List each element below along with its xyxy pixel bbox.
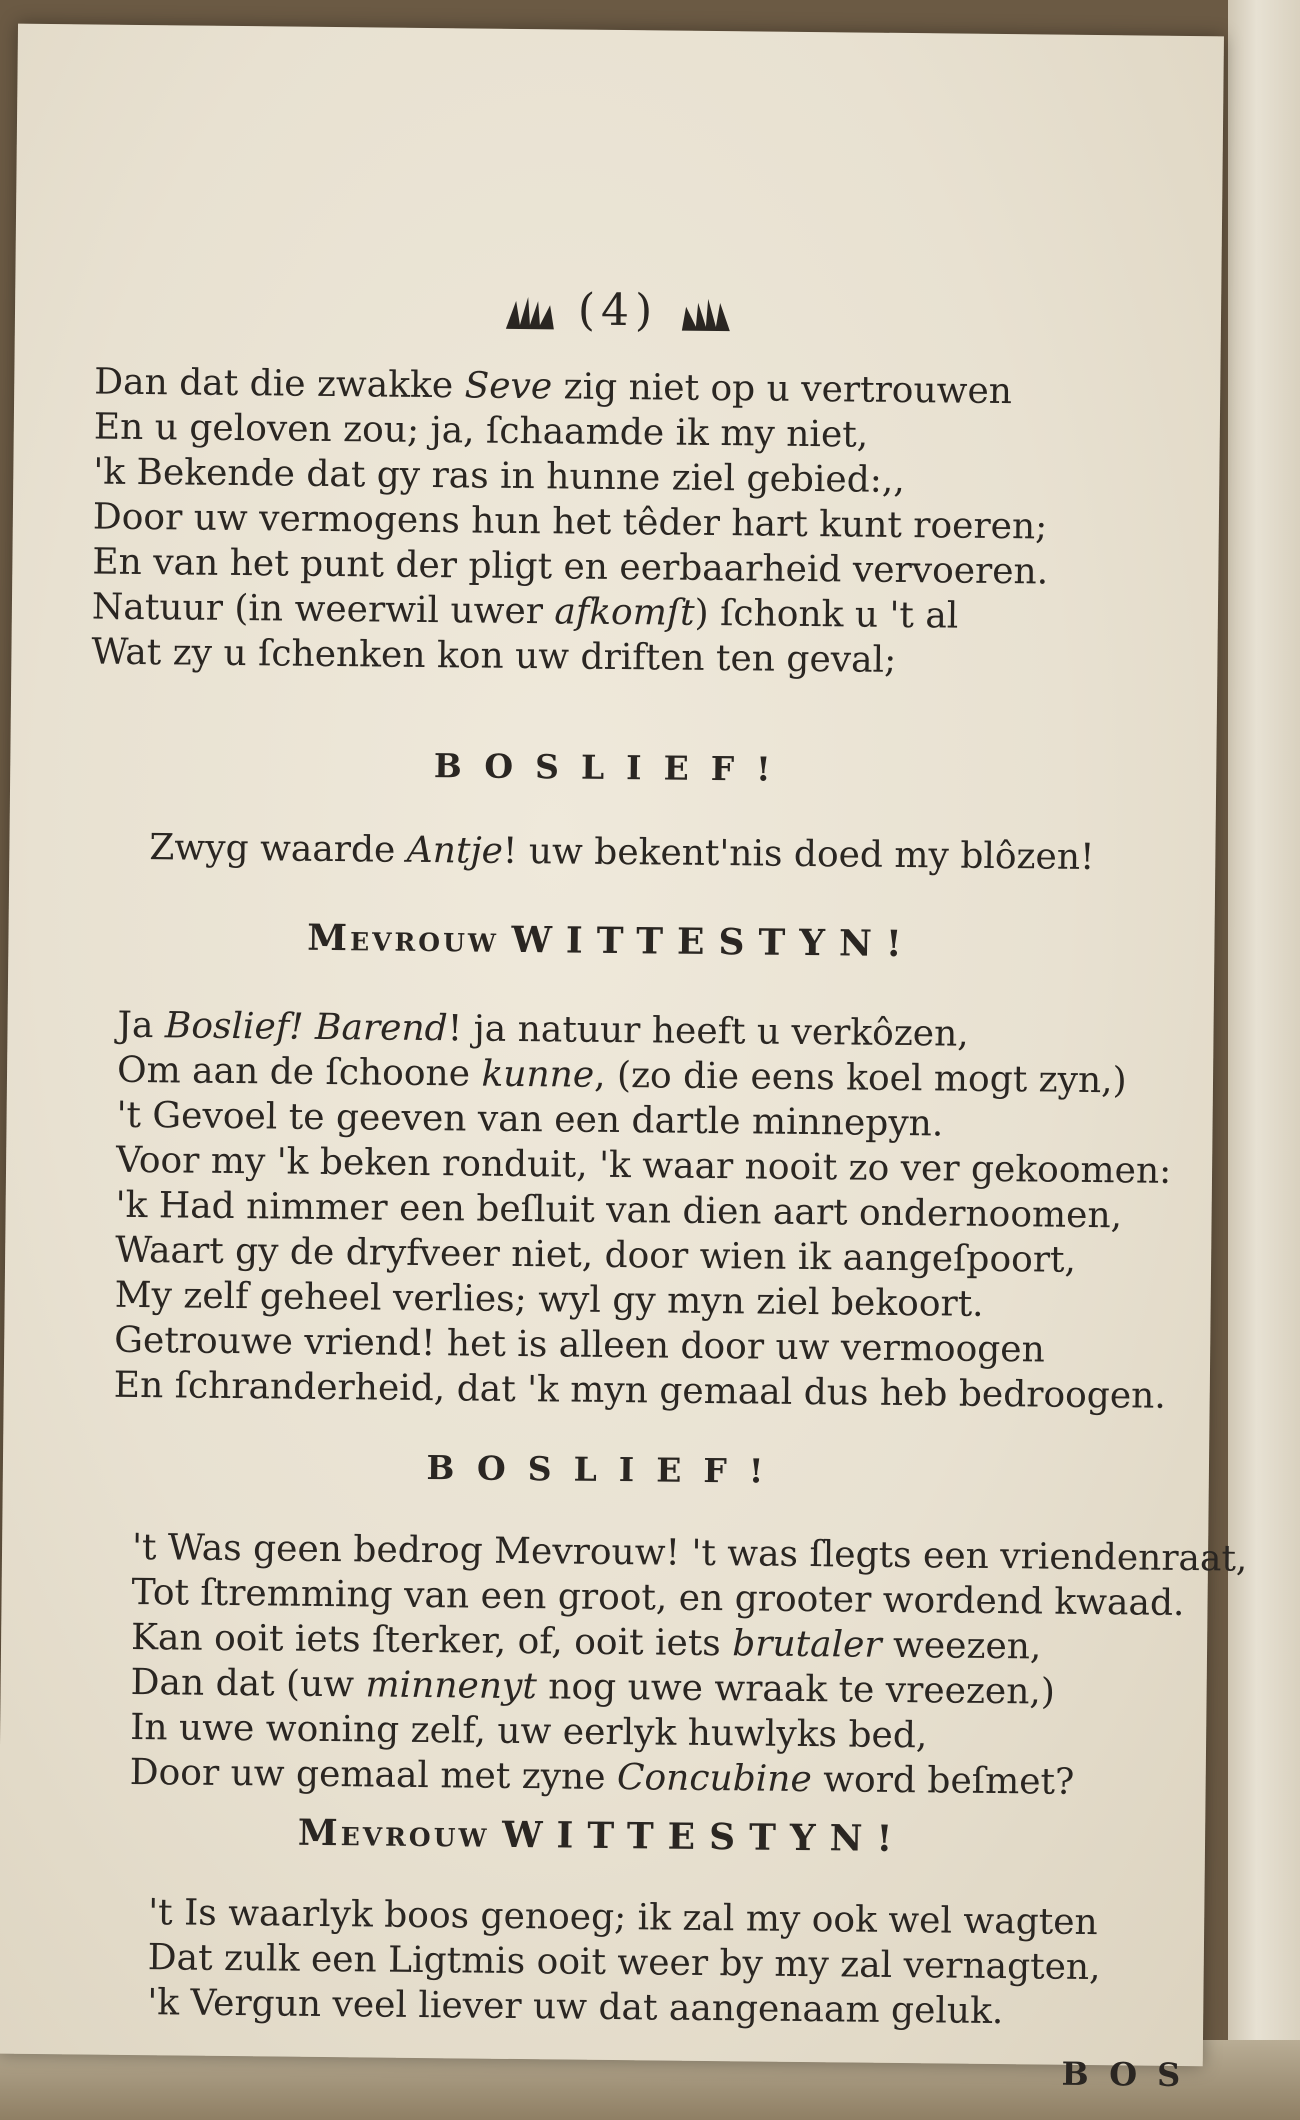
verse-text: In uwe woning zelf, uw eerlyk huwlyks bed,: [129, 1706, 928, 1757]
verse-text: ! uw bekent'nis doed my blôzen!: [502, 830, 1095, 879]
verse-italic-text: kunne: [481, 1053, 595, 1096]
verse-block-3: [114, 1003, 1178, 1419]
verse-text: 't Was geen bedrog Mevrouw! 't was ſlegts een vriendenraat,: [131, 1526, 1248, 1580]
verse-text: 't Gevoel te geeven van een dartle minnepyn.: [116, 1094, 944, 1145]
verse-block-5: [147, 1890, 1208, 2036]
speaker-title: Mevrouw: [307, 916, 500, 961]
verse-italic-text: Concubine: [616, 1757, 812, 1801]
verse-text: Getrouwe vriend! het is alleen door uw vermoogen: [114, 1319, 1046, 1371]
verse-italic-text: Seve: [464, 365, 553, 408]
book-page: [0, 24, 1248, 2095]
speaker-heading-boslief-2: BOSLIEF!: [426, 1448, 786, 1491]
verse-italic-text: afkomſt: [554, 591, 695, 634]
verse-text: En van het punt der pligt en eerbaarheid vervoeren.: [92, 541, 1049, 593]
verse-italic-text: Boslief! Barend: [164, 1005, 448, 1050]
verse-text: zig niet op u vertrouwen: [551, 366, 1013, 413]
verse-italic-text: minnenyt: [365, 1664, 538, 1708]
page-number: (4): [577, 284, 659, 337]
verse-text: Dan dat (uw: [130, 1661, 366, 1706]
verse-block-2: [149, 825, 1209, 881]
verse-text: ! ja natuur heeft u verkôzen,: [447, 1008, 969, 1055]
verse-text: Voor my 'k beken ronduit, 'k waar nooit zo ver gekoomen:: [115, 1139, 1172, 1192]
verse-text: Ja: [117, 1004, 166, 1047]
verse-text: Zwyg waarde: [149, 827, 408, 871]
right-ornament-icon: [678, 296, 734, 333]
verse-line: [149, 825, 1209, 881]
verse-text: word beſmet?: [811, 1759, 1075, 1803]
page-header: [15, 279, 1221, 343]
verse-italic-text: Antje: [406, 829, 504, 872]
verse-text: Door uw vermogens hun het têder hart kunt roeren;: [92, 496, 1048, 548]
verse-text: nog uwe wraak te vreezen,): [536, 1666, 1056, 1713]
verse-text: Tot ſtremming van een groot, en grooter wordend kwaad.: [131, 1571, 1185, 1624]
verse-text: En u geloven zou; ja, ſchaamde ik my niet,: [93, 406, 869, 456]
verse-text: Door uw gemaal met zyne: [129, 1751, 618, 1799]
speaker-name: WITTESTYN!: [501, 1813, 907, 1861]
verse-text: En ſchranderheid, dat 'k myn gemaal dus heb bedroogen.: [113, 1364, 1166, 1417]
verse-text: My zelf geheel verlies; wyl gy myn ziel bekoort.: [114, 1274, 984, 1325]
verse-text: Dat zulk een Ligtmis ooit weer by my zal vernagten,: [147, 1937, 1101, 1989]
verse-text: 'k Had nimmer een beſluit van dien aart ondernoomen,: [115, 1184, 1123, 1237]
speaker-heading-mevrouw-2: [0, 1809, 1205, 1864]
speaker-heading-boslief-1: BOSLIEF!: [433, 746, 793, 789]
verse-text: 't Is waarlyk boos genoeg; ik zal my ook wel wagten: [148, 1892, 1098, 1944]
speaker-name: WITTESTYN!: [511, 918, 916, 966]
verse-text: Waart gy de dryfveer niet, door wien ik aangeſpoort,: [114, 1229, 1077, 1281]
verse-text: Om aan de ſchoone: [116, 1049, 482, 1095]
catchword: BOS: [1061, 2054, 1201, 2095]
verse-block-4: [129, 1525, 1248, 1806]
speaker-heading-mevrouw-1: [8, 914, 1214, 969]
verse-block-1: [91, 360, 1154, 686]
verse-italic-text: brutaler: [732, 1623, 882, 1666]
verse-text: Natuur (in weerwil uwer: [91, 586, 555, 633]
verse-text: Kan ooit iets ſterker, of, ooit iets: [130, 1616, 733, 1665]
verse-text: ) ſchonk u 't al: [694, 592, 959, 637]
verse-text: weezen,: [881, 1624, 1042, 1668]
verse-text: 'k Vergun veel liever uw dat aangenaam geluk.: [147, 1982, 1004, 2033]
verse-text: Wat zy u ſchenken kon uw driften ten geval;: [91, 631, 897, 681]
left-ornament-icon: [502, 294, 558, 331]
adjacent-page-edge: [1228, 0, 1300, 2120]
verse-text: 'k Bekende dat gy ras in hunne ziel gebied:,,: [93, 451, 906, 501]
speaker-title: Mevrouw: [297, 1811, 490, 1856]
verse-text: Dan dat die zwakke: [94, 361, 465, 407]
verse-text: , (zo die eens koel mogt zyn,): [593, 1054, 1127, 1102]
